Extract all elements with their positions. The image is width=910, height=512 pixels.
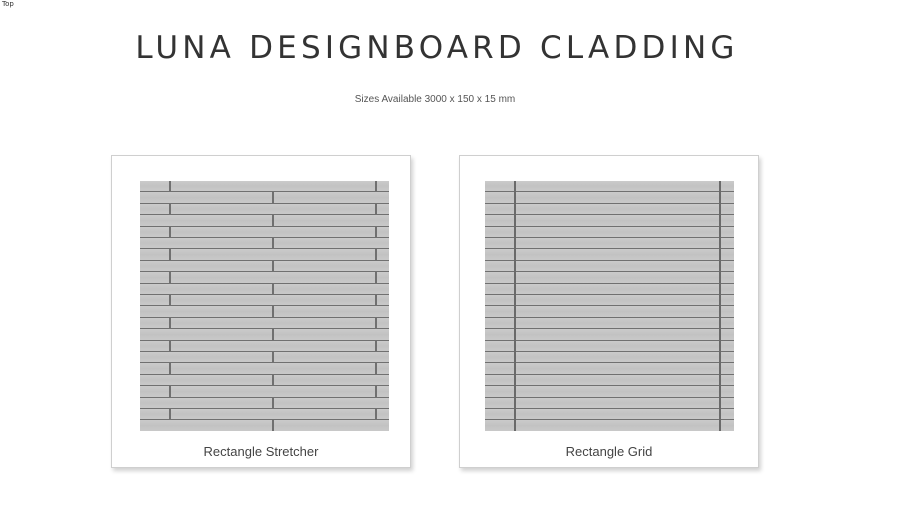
board-row: [140, 420, 389, 431]
board-joint: [169, 227, 171, 237]
board-joint: [375, 318, 377, 328]
board-row: [485, 375, 734, 386]
board-joint: [272, 375, 274, 385]
board-row: [140, 341, 389, 352]
board-row: [140, 215, 389, 226]
grid-vertical-joint: [719, 181, 721, 431]
board-row: [485, 227, 734, 238]
board-joint: [375, 181, 377, 191]
sizes-subtitle: Sizes Available 3000 x 150 x 15 mm: [354, 94, 516, 105]
board-joint: [272, 352, 274, 362]
board-row: [485, 181, 734, 192]
board-row: [140, 238, 389, 249]
board-row: [485, 420, 734, 431]
board-joint: [375, 227, 377, 237]
board-joint: [169, 295, 171, 305]
board-row: [485, 192, 734, 203]
board-row: [485, 329, 734, 340]
board-joint: [169, 409, 171, 419]
board-joint: [272, 306, 274, 316]
board-row: [485, 204, 734, 215]
board-row: [140, 272, 389, 283]
board-joint: [375, 204, 377, 214]
board-joint: [272, 329, 274, 339]
pattern-card-stretcher[interactable]: [111, 155, 411, 468]
board-joint: [375, 341, 377, 351]
board-joint: [169, 386, 171, 396]
board-row: [140, 375, 389, 386]
board-joint: [375, 409, 377, 419]
page-title: LUNA DESIGNBOARD CLADDING: [135, 30, 739, 66]
board-row: [485, 341, 734, 352]
board-row: [485, 215, 734, 226]
board-row: [140, 409, 389, 420]
board-joint: [375, 295, 377, 305]
board-row: [485, 249, 734, 260]
board-joint: [169, 318, 171, 328]
board-row: [485, 386, 734, 397]
board-row: [140, 181, 389, 192]
board-joint: [272, 420, 274, 430]
board-row: [140, 386, 389, 397]
board-row: [485, 363, 734, 374]
board-row: [485, 398, 734, 409]
board-joint: [169, 204, 171, 214]
board-joint: [272, 398, 274, 408]
board-joint: [169, 272, 171, 282]
board-joint: [169, 181, 171, 191]
board-row: [140, 249, 389, 260]
board-row: [140, 295, 389, 306]
board-row: [485, 238, 734, 249]
board-row: [485, 306, 734, 317]
board-joint: [272, 284, 274, 294]
board-row: [140, 398, 389, 409]
board-joint: [272, 192, 274, 202]
pattern-caption: Rectangle Stretcher: [203, 444, 319, 459]
board-row: [140, 352, 389, 363]
board-joint: [375, 386, 377, 396]
board-row: [140, 192, 389, 203]
grid-vertical-joint: [514, 181, 516, 431]
board-row: [485, 295, 734, 306]
board-row: [485, 272, 734, 283]
board-joint: [272, 261, 274, 271]
grid-pattern-swatch: [485, 181, 734, 431]
board-row: [140, 204, 389, 215]
board-row: [140, 227, 389, 238]
board-row: [140, 284, 389, 295]
board-joint: [169, 249, 171, 259]
board-joint: [272, 238, 274, 248]
board-row: [140, 363, 389, 374]
board-row: [485, 318, 734, 329]
board-joint: [169, 341, 171, 351]
stretcher-pattern-swatch: [140, 181, 389, 431]
pattern-caption: Rectangle Grid: [565, 444, 653, 459]
pattern-card-grid[interactable]: [459, 155, 759, 468]
view-label-top: Top: [2, 0, 14, 8]
board-row: [485, 261, 734, 272]
board-row: [485, 352, 734, 363]
board-row: [140, 329, 389, 340]
board-joint: [375, 363, 377, 373]
board-joint: [375, 249, 377, 259]
board-row: [485, 284, 734, 295]
board-row: [140, 261, 389, 272]
board-joint: [375, 272, 377, 282]
board-row: [140, 306, 389, 317]
board-row: [140, 318, 389, 329]
board-joint: [272, 215, 274, 225]
board-row: [485, 409, 734, 420]
board-joint: [169, 363, 171, 373]
